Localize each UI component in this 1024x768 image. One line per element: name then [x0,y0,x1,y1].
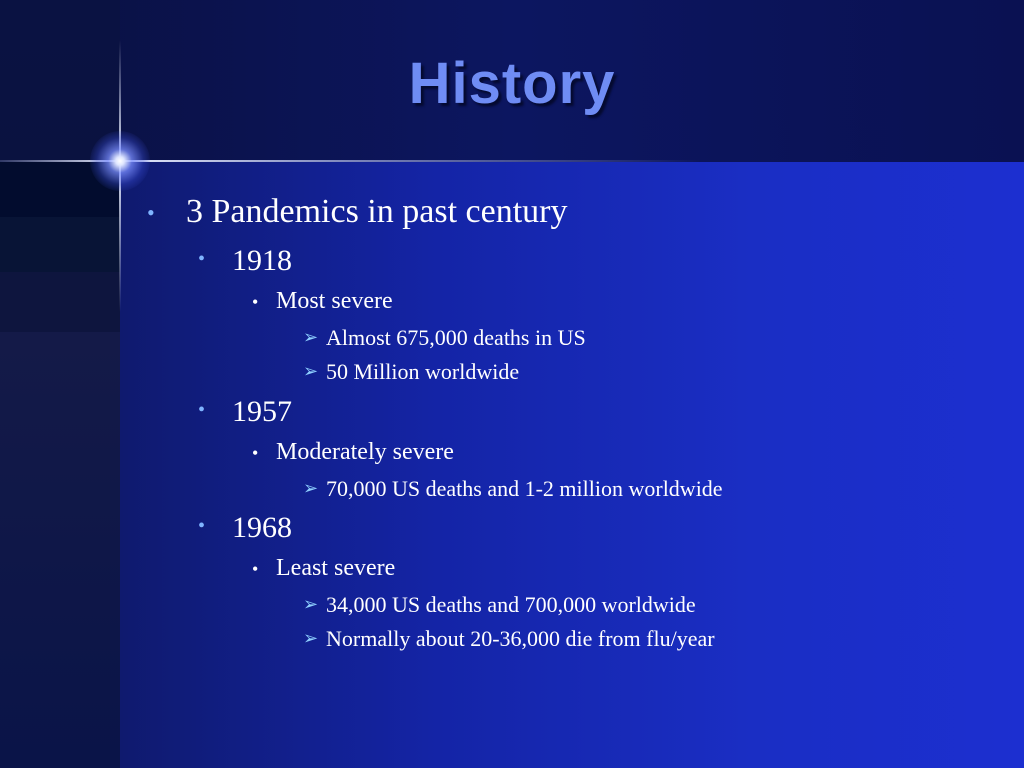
dot-bullet-icon: • [252,559,259,579]
arrow-bullet-icon: ➢ [303,327,319,347]
arrow-bullet-icon: ➢ [303,478,319,498]
year-1968: 1968 [232,511,292,544]
year-1918: 1918 [232,244,292,277]
detail-1918-2: 50 Million worldwide [326,359,520,384]
dot-bullet-icon: • [198,248,206,270]
list-item [147,195,155,233]
arrow-bullet-icon: ➢ [303,361,319,381]
dot-bullet-icon: • [252,292,259,312]
detail-1968-2: Normally about 20-36,000 die from flu/year [326,626,715,651]
detail-1968-1: 34,000 US deaths and 700,000 worldwide [326,592,696,617]
detail-1918-1: Almost 675,000 deaths in US [326,325,586,350]
detail-1957-1: 70,000 US deaths and 1-2 million worldwide [326,476,723,501]
severity-1957: Moderately severe [276,439,454,465]
bullet-main-text: 3 Pandemics in past century [186,193,568,230]
year-1957: 1957 [232,395,292,428]
dot-bullet-icon: • [252,443,259,463]
slide-title: History [408,51,616,116]
severity-1968: Least severe [276,555,396,581]
severity-1918: Most severe [276,288,393,314]
dot-bullet-icon: • [198,399,206,421]
dot-bullet-icon: • [147,200,155,225]
arrow-bullet-icon: ➢ [303,594,319,614]
arrow-bullet-icon: ➢ [303,628,319,648]
dot-bullet-icon: • [198,515,206,537]
